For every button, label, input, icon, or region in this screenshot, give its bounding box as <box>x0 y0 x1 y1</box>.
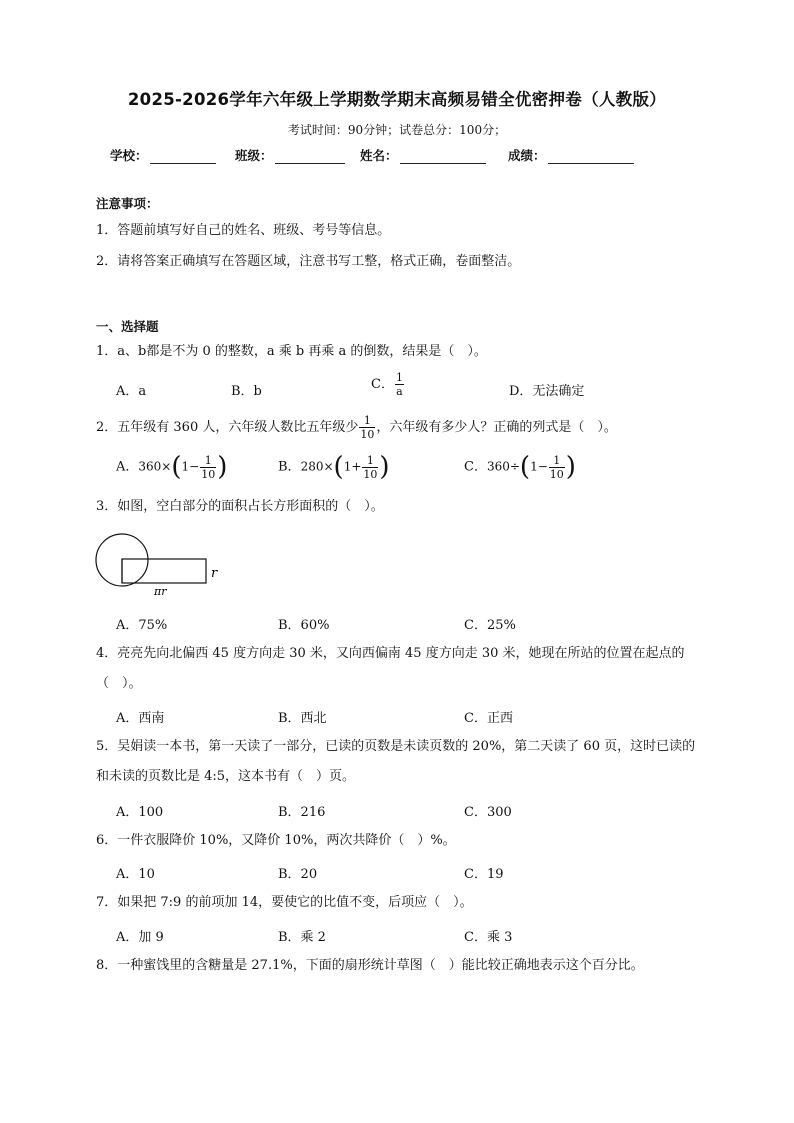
q5-option-c[interactable]: C．300 <box>464 805 512 820</box>
q6-option-c[interactable]: C．19 <box>464 867 504 882</box>
q2-option-b[interactable]: B．280×(1+ $\frac{1}{10}$ ) <box>278 452 390 482</box>
fraction: $\frac{1}{10}$ <box>201 453 216 481</box>
note-item: 1．答题前填写好自己的姓名、班级、考号等信息。 <box>96 223 391 238</box>
circle-rectangle-figure <box>92 530 232 600</box>
question-5: 5．吴娟读一本书，第一天读了一部分，已读的页数是未读页数的 20%，第二天读了 60 页，这时已读的和未读的页数比是 4:5，这本书有（ ）页。 <box>96 739 696 784</box>
exam-title: 2025-2026学年六年级上学期数学期末高频易错全优密押卷（人教版） <box>127 90 667 109</box>
question-8: 8．一种蜜饯里的含糖量是 27.1%，下面的扇形统计草图（ ）能比较正确地表示这个百分比。 <box>96 958 644 973</box>
school-blank[interactable] <box>150 149 216 164</box>
fraction: $\frac{1}{10}$ <box>549 453 564 481</box>
figure-label-pir: πr <box>154 585 167 598</box>
section-title: 一、选择题 <box>96 319 159 334</box>
q7-option-a[interactable]: A．加 9 <box>116 930 164 945</box>
q1-option-b[interactable]: B．b <box>231 384 262 399</box>
q1-option-d[interactable]: D．无法确定 <box>509 384 585 399</box>
fraction: $\frac{1}{10}$ <box>360 414 375 441</box>
question-4: 4．亮亮先向北偏西 45 度方向走 30 米，又向西偏南 45 度方向走 30 米，她现在所站的位置在起点的（ ）。 <box>96 646 685 691</box>
q5-option-a[interactable]: A．100 <box>116 805 164 820</box>
name-field[interactable]: 姓名： <box>360 146 486 164</box>
q7-option-b[interactable]: B．乘 2 <box>278 930 326 945</box>
q3-option-a[interactable]: A．75% <box>116 618 168 633</box>
q4-option-b[interactable]: B．西北 <box>278 711 327 726</box>
name-blank[interactable] <box>400 149 486 164</box>
q2-option-c[interactable]: C．360÷(1− $\frac{1}{10}$ ) <box>464 452 576 482</box>
q2-option-a[interactable]: A．360×(1− $\frac{1}{10}$ ) <box>116 452 228 482</box>
q7-option-c[interactable]: C．乘 3 <box>464 930 513 945</box>
fraction: $\frac{1}{10}$ <box>363 453 378 481</box>
figure-label-r: r <box>211 566 218 581</box>
q3-option-b[interactable]: B．60% <box>278 618 330 633</box>
q5-option-b[interactable]: B．216 <box>278 805 326 820</box>
q3-option-c[interactable]: C．25% <box>464 618 516 633</box>
school-field[interactable]: 学校： <box>110 146 216 164</box>
q1-option-a[interactable]: A．a <box>116 384 147 399</box>
q6-option-b[interactable]: B．20 <box>278 867 318 882</box>
q6-option-a[interactable]: A．10 <box>116 867 155 882</box>
fraction: $\frac{1}{a}$ <box>395 371 403 398</box>
question-1: 1．a、b都是不为 0 的整数，a 乘 b 再乘 a 的倒数，结果是（ ）。 <box>96 344 487 359</box>
q4-option-c[interactable]: C．正西 <box>464 711 513 726</box>
class-field[interactable]: 班级： <box>235 146 345 164</box>
question-3: 3．如图，空白部分的面积占长方形面积的（ ）。 <box>96 499 384 514</box>
score-field[interactable]: 成绩： <box>508 146 634 164</box>
notes-title: 注意事项： <box>96 196 159 211</box>
exam-subtitle: 考试时间：90分钟；试卷总分：100分； <box>287 123 507 137</box>
question-6: 6．一件衣服降价 10%，又降价 10%，两次共降价（ ）%。 <box>96 833 456 848</box>
note-item: 2．请将答案正确填写在答题区域，注意书写工整，格式正确，卷面整洁。 <box>96 254 521 269</box>
figure-rectangle <box>122 559 206 583</box>
question-7: 7．如果把 7:9 的前项加 14，要使它的比值不变，后项应（ ）。 <box>96 895 473 910</box>
class-blank[interactable] <box>275 149 345 164</box>
score-blank[interactable] <box>548 149 634 164</box>
q1-option-c[interactable]: C． $\frac{1}{a}$ <box>371 371 403 398</box>
q4-option-a[interactable]: A．西南 <box>116 711 165 726</box>
question-2: 2．五年级有 360 人，六年级人数比五年级少 $\frac{1}{10}$ ，六年级有多少人？正确的列式是（ ）。 <box>96 414 617 441</box>
